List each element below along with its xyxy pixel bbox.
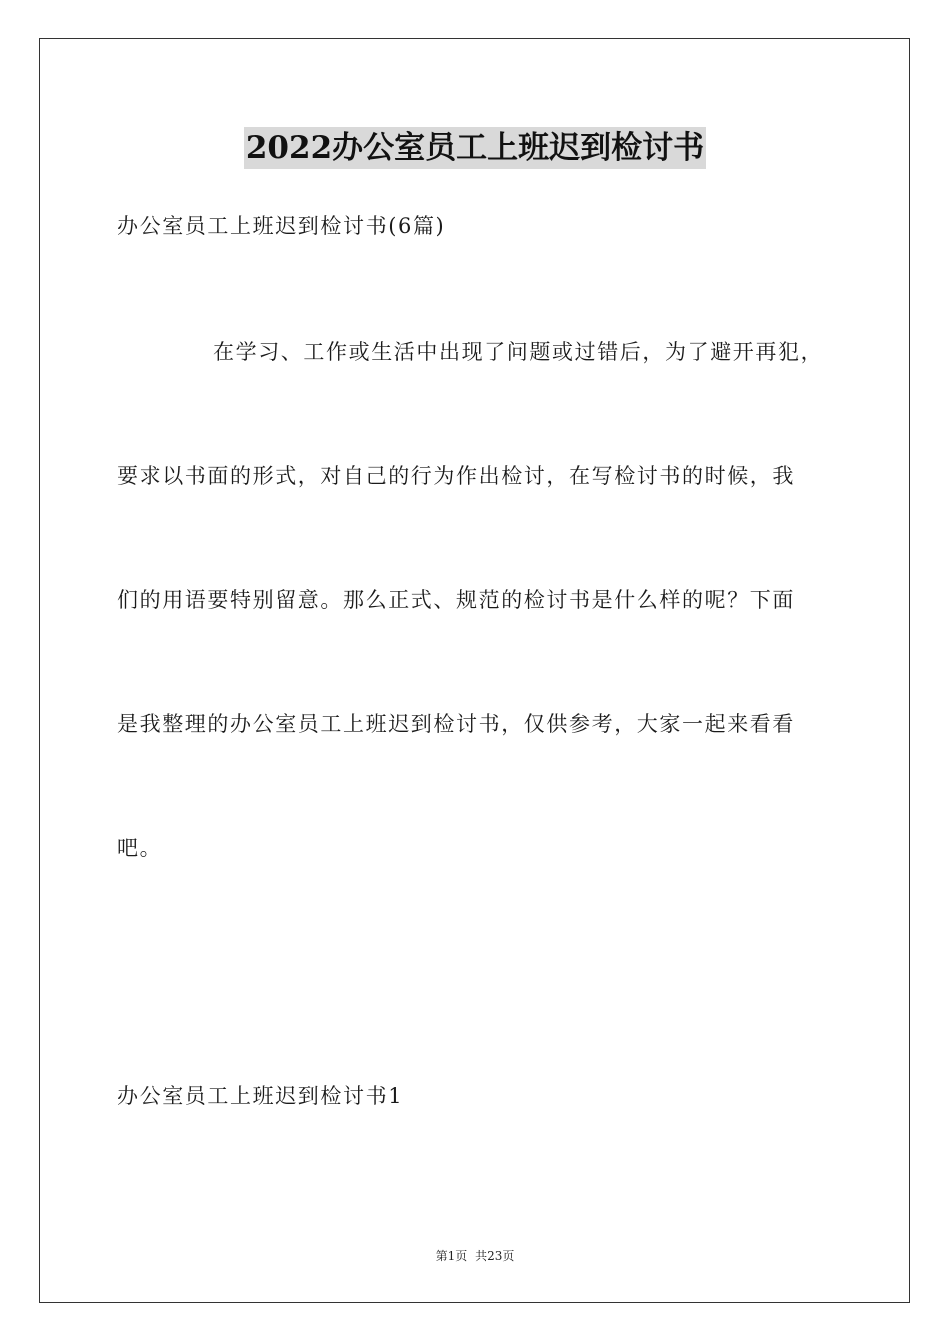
total-pages: 共23页 xyxy=(475,1249,515,1263)
intro-line-1: 在学习、工作或生活中出现了问题或过错后，为了避开再犯， xyxy=(213,340,824,364)
document-title: 2022办公室员工上班迟到检讨书 xyxy=(244,127,706,169)
document-subtitle: 办公室员工上班迟到检讨书(6篇) xyxy=(117,214,446,238)
section-heading: 办公室员工上班迟到检讨书1 xyxy=(117,1084,404,1108)
page-number: 第1页 xyxy=(435,1249,468,1263)
intro-line-3: 们的用语要特别留意。那么正式、规范的检讨书是什么样的呢？下面 xyxy=(117,588,795,612)
intro-line-2: 要求以书面的形式，对自己的行为作出检讨，在写检讨书的时候，我 xyxy=(117,464,795,488)
page-footer xyxy=(0,1248,950,1264)
intro-line-5: 吧。 xyxy=(117,836,163,860)
title-container xyxy=(0,127,950,169)
intro-line-4: 是我整理的办公室员工上班迟到检讨书，仅供参考，大家一起来看看 xyxy=(117,712,795,736)
